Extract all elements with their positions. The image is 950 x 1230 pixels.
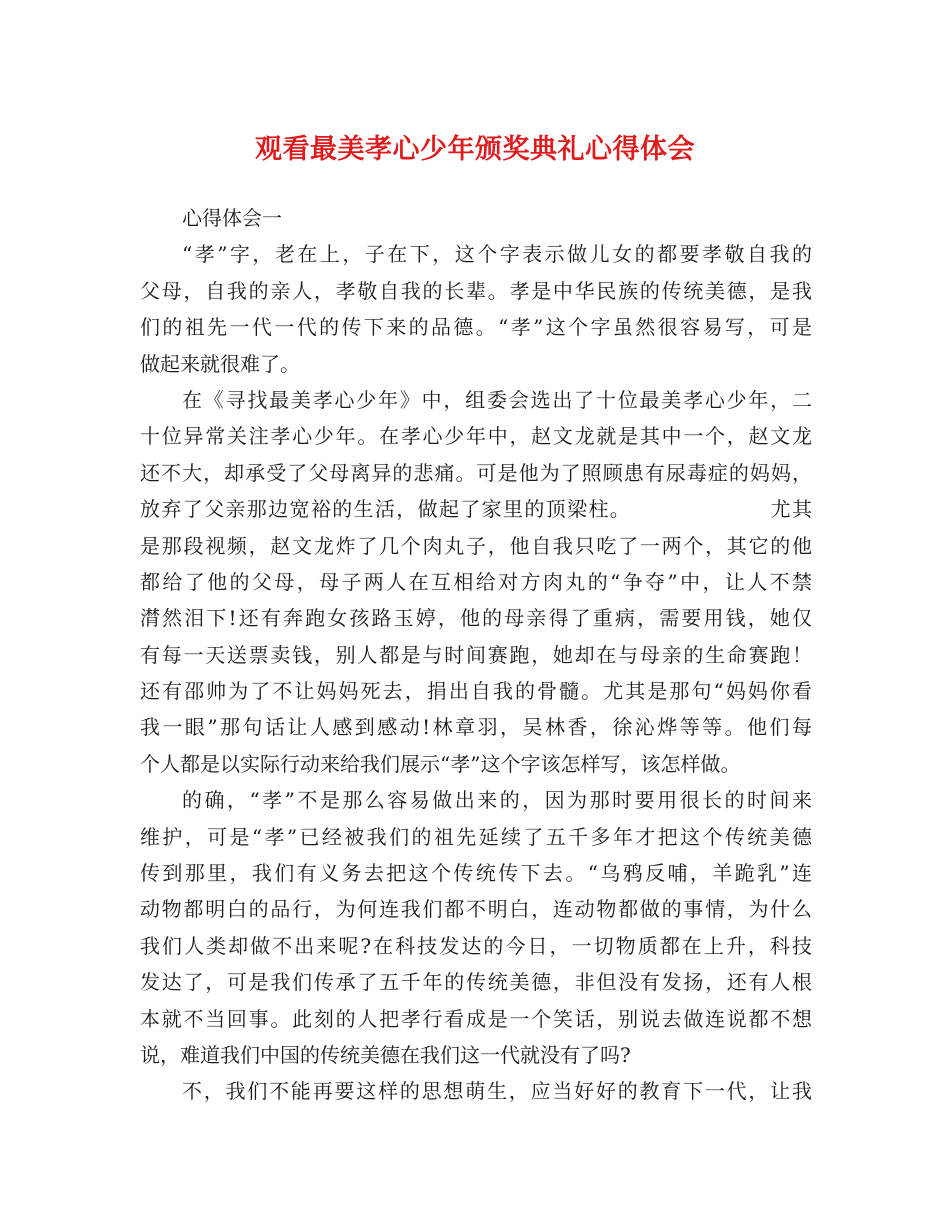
document-body — [140, 200, 812, 1110]
paragraph-line: 父母，自我的亲人，孝敬自我的长辈。孝是中华民族的传统美德，是我 — [140, 278, 812, 303]
paragraph-line: “孝”字，老在上，子在下，这个字表示做儿女的都要孝敬自我的 — [182, 242, 812, 267]
paragraph-line: 传到那里，我们有义务去把这个传统传下去。“乌鸦反哺，羊跪乳”连 — [140, 861, 812, 886]
paragraph-line: 是那段视频，赵文龙炸了几个肉丸子，他自我只吃了一两个，其它的他 — [140, 533, 812, 558]
paragraph-line: 我一眼”那句话让人感到感动!林章羽，吴林香，徐沁烨等等。他们每 — [140, 715, 812, 740]
paragraph-line: 的确，“孝”不是那么容易做出来的，因为那时要用很长的时间来 — [182, 788, 812, 813]
paragraph-line: 个人都是以实际行动来给我们展示“孝”这个字该怎样写，该怎样做。 — [140, 751, 741, 776]
paragraph-line: 还不大，却承受了父母离异的悲痛。可是他为了照顾患有尿毒症的妈妈， — [140, 460, 812, 485]
paragraph-line: 都给了他的父母，母子两人在互相给对方肉丸的“争夺”中，让人不禁 — [140, 569, 812, 594]
paragraph-line: 放弃了父亲那边宽裕的生活，做起了家里的顶梁柱。 尤其 — [140, 497, 812, 522]
section-heading: 心得体会一 — [182, 206, 282, 230]
paragraph-line: 有每一天送票卖钱，别人都是与时间赛跑，她却在与母亲的生命赛跑！ — [140, 642, 812, 667]
paragraph-line: 们的祖先一代一代的传下来的品德。“孝”这个字虽然很容易写，可是 — [140, 315, 812, 340]
paragraph-line: 在《寻找最美孝心少年》中，组委会选出了十位最美孝心少年，二 — [182, 387, 812, 412]
paragraph-line: 动物都明白的品行，为何连我们都不明白，连动物都做的事情，为什么 — [140, 897, 812, 922]
paragraph-line: 本就不当回事。此刻的人把孝行看成是一个笑话，别说去做连说都不想 — [140, 1006, 812, 1031]
document-title: 观看最美孝心少年颁奖典礼心得体会 — [255, 134, 695, 165]
paragraph-line: 十位异常关注孝心少年。在孝心少年中，赵文龙就是其中一个，赵文龙 — [140, 424, 812, 449]
paragraph-line: 潸然泪下!还有奔跑女孩路玉婷，他的母亲得了重病，需要用钱，她仅 — [140, 606, 812, 631]
paragraph-line: 说，难道我们中国的传统美德在我们这一代就没有了吗? — [140, 1042, 631, 1067]
paragraph-line: 我们人类却做不出来呢?在科技发达的今日，一切物质都在上升，科技 — [140, 933, 812, 958]
paragraph-line: 做起来就很难了。 — [140, 351, 300, 376]
paragraph-line: 发达了，可是我们传承了五千年的传统美德，非但没有发扬，还有人根 — [140, 970, 812, 995]
paragraph-line: 不，我们不能再要这样的思想萌生，应当好好的教育下一代，让我 — [182, 1079, 812, 1104]
paragraph-line: 维护，可是“孝”已经被我们的祖先延续了五千多年才把这个传统美德 — [140, 824, 812, 849]
paragraph-line: 还有邵帅为了不让妈妈死去，捐出自我的骨髓。尤其是那句“妈妈你看 — [140, 679, 812, 704]
